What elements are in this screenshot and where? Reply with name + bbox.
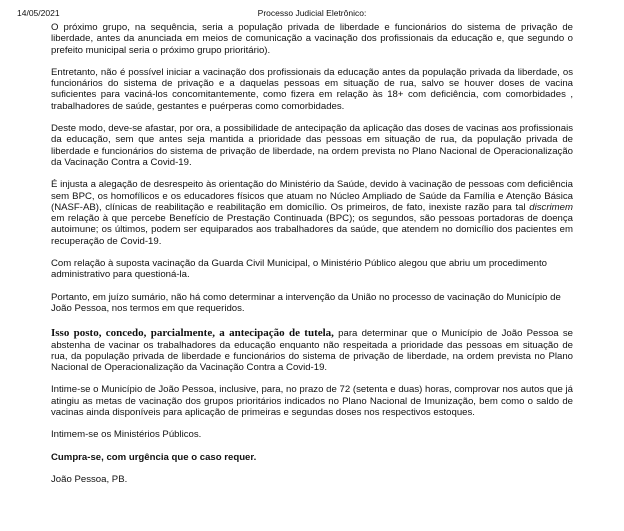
- paragraph-summons-prosecutors: Intimem-se os Ministérios Públicos.: [51, 429, 202, 441]
- ruling-bold-lead: Isso posto, concedo, parcialmente, a antecipação de tutela,: [51, 327, 334, 340]
- ruling-text: para determinar que o Município de João Pessoa se abstenha de vacinar os trabalhadores da educação enquanto não respeitada a prioridade das pessoas em situação de rua, da população privada de liberdade e funcionários do sistema de privação de liberdade, na ordem prevista no Plano Nacional de Operacionalização da Vacinação Contra a Covid-19.: [51, 328, 573, 374]
- header-date: 14/05/2021: [17, 8, 60, 18]
- paragraph-summary-judgment: Portanto, em juízo sumário, não há como determinar a intervenção da União no processo de vacinação do Município de João Pessoa, nos termos em que requeridos.: [51, 291, 561, 314]
- paragraph-unfair-claim-part2: em relação à que percebe Benefício de Prestação Continuada (BPC); os segundos, são pessoas portadoras de doença autoimune; os últimos, podem ser equiparados aos trabalhadores da saúde, que atendem no domicílio dos pacientes em recuperação de Covid-19.: [51, 213, 573, 247]
- page-header: [0, 8, 624, 20]
- paragraph-therefore: Deste modo, deve-se afastar, por ora, a possibilidade de antecipação da aplicação das doses de vacinas aos profissionais da educação, sem que antes seja mantida a prioridade das pessoas em situação de rua, da população privada de liberdade e funcionários do sistema de privação de liberdade, na ordem prevista no Plano Nacional de Operacionalização da Vacinação Contra a Covid-19.: [51, 123, 573, 168]
- paragraph-ruling: [51, 328, 573, 373]
- paragraph-however: Entretanto, não é possível iniciar a vacinação dos profissionais da educação antes da população privada da liberdade, os funcionários do sistema de privação e a daquelas pessoas em situação de rua, salvo se houver doses de vacina suficientes para vaciná-los concomitantemente, como fizera em relação às 18+ com deficiência, com comorbidades , trabalhadores de saúde, gestantes e puérperas como comorbidades.: [51, 66, 573, 112]
- paragraph-summons-municipality: Intime-se o Município de João Pessoa, inclusive, para, no prazo de 72 (setenta e duas) horas, comprovar nos autos que já atingiu as metas de vacinação dos grupos prioritários indicados no Plano Nacional de Imunização, bem como o saldo de vacinas ainda disponíveis para aplicação de primeiras e segundas doses nos respectivos estoques.: [51, 384, 573, 419]
- paragraph-next-group: O próximo grupo, na sequência, seria a população privada de liberdade e funcionários do sistema de privação de liberdade, antes da anunciada em meios de comunicação a vacinação dos profissionais da educação e, que segundo o prefeito municipal seria o próximo grupo prioritário).: [51, 22, 573, 56]
- paragraph-unfair-claim-part1: É injusta a alegação de desrespeito às orientação do Ministério da Saúde, devido à vacinação de pessoas com deficiência sem BPC, os homofílicos e os educadores físicos que atuam no Núcleo Ampliado de Saúde da Família e Atenção Básica (NASF-AB), clínicas de reabilitação e reabilitação em domicílio. Os primeiros, de fato, inexiste razão para tal: [51, 179, 573, 213]
- header-title: Processo Judicial Eletrônico:: [257, 8, 367, 18]
- paragraph-place: João Pessoa, PB.: [51, 473, 128, 485]
- document-body: [51, 22, 573, 496]
- paragraph-comply: Cumpra-se, com urgência que o caso requer.: [51, 451, 257, 463]
- italic-term-discrimem: discrimem: [529, 201, 573, 213]
- paragraph-municipal-guard: Com relação à suposta vacinação da Guarda Civil Municipal, o Ministério Público alegou que abriu um procedimento administrativo para questioná-la.: [51, 258, 547, 281]
- paragraph-unfair-claim: [51, 179, 573, 247]
